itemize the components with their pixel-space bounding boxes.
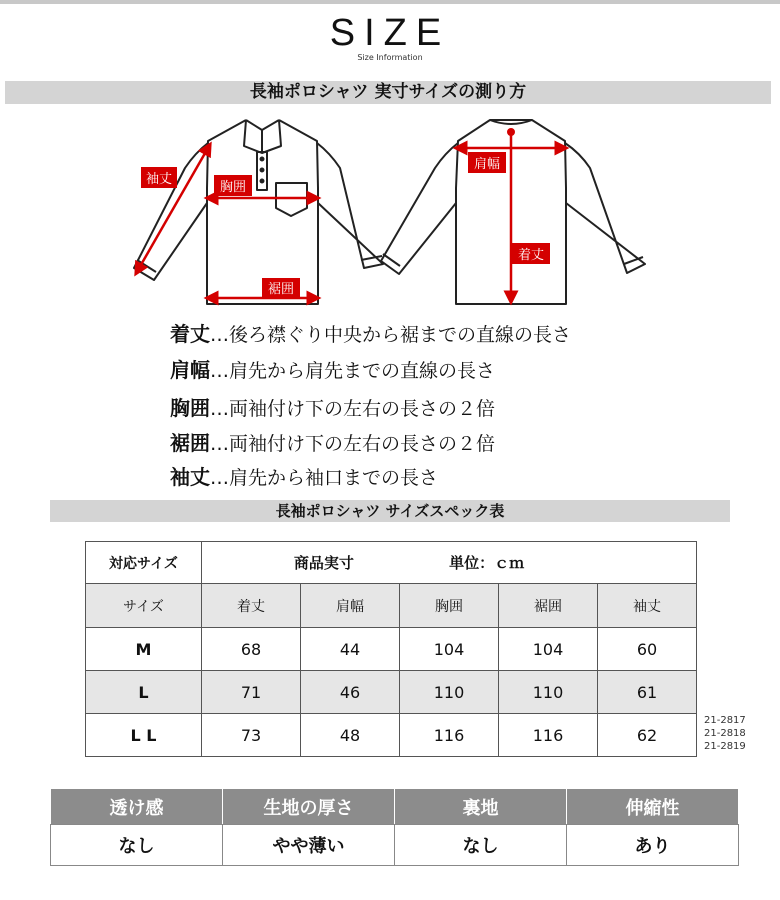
- attribute-value: なし: [51, 825, 223, 866]
- definition-chest: 胸囲…両袖付け下の左右の長さの２倍: [170, 396, 496, 420]
- attribute-value: なし: [395, 825, 567, 866]
- corner-cell: 対応サイズ: [86, 542, 202, 584]
- definition-shoulder: 肩幅…肩先から肩先までの直線の長さ: [170, 358, 496, 382]
- column-header: 肩幅: [301, 584, 400, 628]
- product-size-header: 商品実寸 単位：ｃｍ: [202, 542, 697, 584]
- column-header: 裾囲: [499, 584, 598, 628]
- svg-text:着丈: 着丈: [517, 248, 545, 263]
- table-row: M 68 44 104 104 60: [86, 628, 697, 671]
- fabric-attributes-table: [50, 788, 739, 866]
- attribute-header: 透け感: [51, 789, 223, 825]
- svg-text:胸囲: 胸囲: [219, 180, 247, 195]
- attribute-value: やや薄い: [223, 825, 395, 866]
- hem-label: [262, 278, 300, 297]
- table-row: L 71 46 110 110 61: [86, 671, 697, 714]
- attribute-header: 生地の厚さ: [223, 789, 395, 825]
- sleeve-label: [141, 167, 177, 188]
- product-codes: 21-2817 21-2818 21-2819: [704, 715, 746, 752]
- column-header: 袖丈: [598, 584, 697, 628]
- attribute-value: あり: [567, 825, 739, 866]
- measure-section-title: 長袖ポロシャツ 実寸サイズの測り方: [5, 81, 771, 104]
- svg-text:裾囲: 裾囲: [267, 282, 295, 297]
- column-header: 着丈: [202, 584, 301, 628]
- top-divider: [0, 0, 780, 4]
- measurement-diagram: [0, 108, 780, 313]
- attribute-header: 伸縮性: [567, 789, 739, 825]
- chest-label: [214, 175, 252, 196]
- spec-section-title: 長袖ポロシャツ サイズスペック表: [50, 500, 730, 522]
- definition-hem: 裾囲…両袖付け下の左右の長さの２倍: [170, 431, 496, 455]
- size-spec-table: [85, 541, 697, 757]
- svg-text:袖丈: 袖丈: [145, 172, 173, 187]
- table-row: L L 73 48 116 116 62: [86, 714, 697, 757]
- length-label: [512, 243, 550, 264]
- definition-sleeve: 袖丈…肩先から袖口までの長さ: [170, 465, 439, 489]
- page-subtitle: Size Information: [357, 53, 423, 62]
- page-title: SIZE: [329, 12, 451, 54]
- svg-text:肩幅: 肩幅: [473, 157, 501, 172]
- column-header: 胸囲: [400, 584, 499, 628]
- column-header: サイズ: [86, 584, 202, 628]
- attribute-header: 裏地: [395, 789, 567, 825]
- definition-length: 着丈…後ろ襟ぐり中央から裾までの直線の長さ: [170, 322, 572, 346]
- shoulder-label: [468, 152, 506, 173]
